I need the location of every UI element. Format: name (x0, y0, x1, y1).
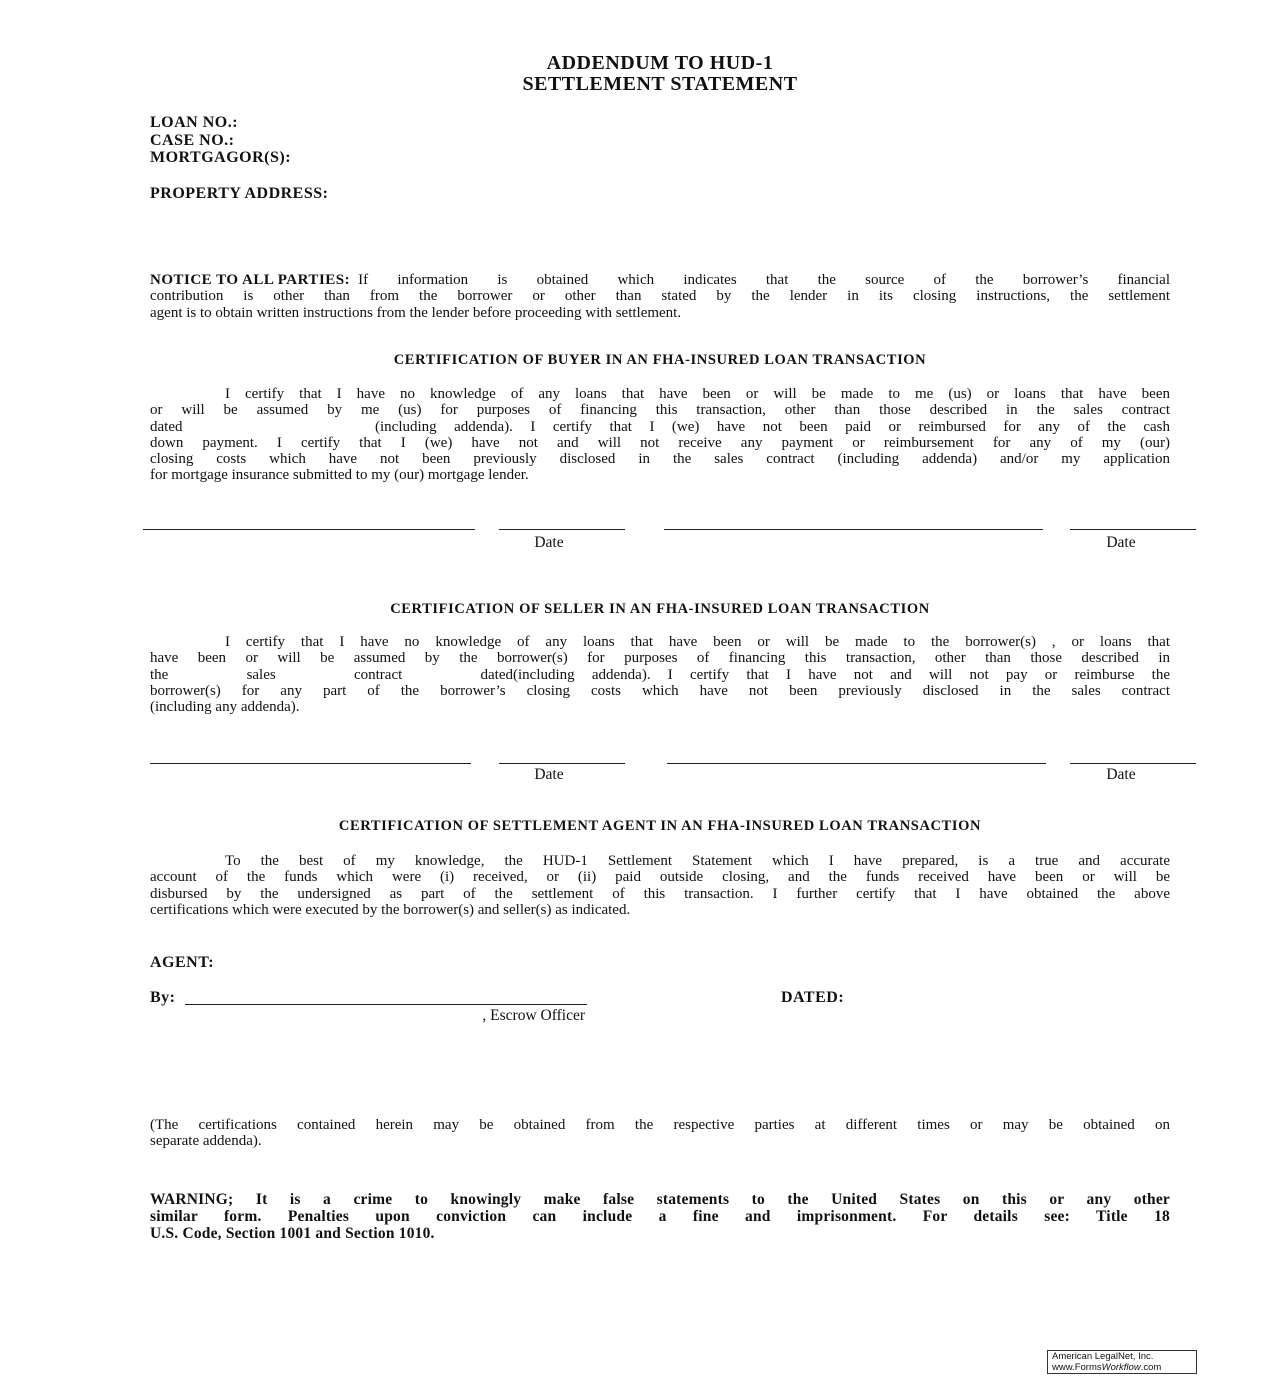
buyer-line: I certify that I have no knowledge of any loans that have been or will be made to me (us) or loans that have been (225, 386, 1170, 402)
warning-line: U.S. Code, Section 1001 and Section 1010. (150, 1225, 435, 1243)
seller-signature-line-1[interactable] (150, 763, 471, 764)
dated-label: DATED: (781, 989, 845, 1006)
buyer-line: or will be assumed by me (us) for purposes of financing this transaction, other than those described in the sales contract (150, 402, 1170, 419)
agent-signature-line[interactable] (185, 1004, 587, 1005)
notice-label: NOTICE TO ALL PARTIES: (150, 272, 351, 288)
agent-label: AGENT: (150, 954, 215, 971)
agent-line: account of the funds which were (i) received, or (ii) paid outside closing, and the funds received have been or will be (150, 869, 1170, 886)
case-no-label: CASE NO.: (150, 132, 235, 149)
seller-dated-label: the sales contract dated (150, 666, 513, 683)
document-title-line1: ADDENDUM TO HUD-1 (546, 52, 774, 74)
logo-text: www.Forms (1052, 1361, 1102, 1373)
date-label: Date (1106, 534, 1136, 551)
agent-cert-heading: CERTIFICATION OF SETTLEMENT AGENT IN AN FHA-INSURED LOAN TRANSACTION (338, 818, 982, 834)
logo-text: Workflow (1101, 1361, 1141, 1373)
agent-line: certifications which were executed by the borrower(s) and seller(s) as indicated. (150, 901, 631, 918)
warning-line: similar form. Penalties upon conviction can include a fine and imprisonment. For details see: Title 18 (150, 1208, 1170, 1226)
logo-text: .com (1140, 1361, 1162, 1373)
agent-cert-paragraph (150, 853, 1170, 918)
date-label: Date (534, 766, 564, 783)
logo-line1: American LegalNet, Inc. (1052, 1351, 1154, 1362)
buyer-dated-label: dated (150, 418, 183, 435)
seller-line: I certify that I have no knowledge of any loans that have been or will be made to the borrower(s) , or loans that (225, 634, 1170, 650)
buyer-line: down payment. I certify that I (we) have not and will not receive any payment or reimbursement for any of my (our) (150, 434, 1170, 451)
buyer-cert-heading: CERTIFICATION OF BUYER IN AN FHA-INSURED LOAN TRANSACTION (393, 352, 927, 368)
american-legalnet-logo (1047, 1350, 1197, 1374)
warning-paragraph (150, 1192, 1170, 1244)
buyer-signature-line-2[interactable] (664, 529, 1043, 530)
mortgagors-label: MORTGAGOR(S): (150, 149, 292, 166)
agent-line: disbursed by the undersigned as part of the settlement of this transaction. I further certify that I have obtained the above (150, 885, 1170, 902)
certifications-note (150, 1117, 1170, 1150)
by-label: By: (150, 989, 176, 1006)
logo-line2 (1052, 1363, 1196, 1374)
seller-cert-paragraph (150, 634, 1170, 715)
property-address-label: PROPERTY ADDRESS: (150, 185, 329, 202)
seller-date-line-2[interactable] (1070, 763, 1196, 764)
notice-line: If information is obtained which indicates that the source of the borrower’s financial (358, 272, 1170, 288)
notice-line: contribution is other than from the borrower or other than stated by the lender in its closing instructions, the settlement (150, 288, 1170, 305)
seller-line: have been or will be assumed by the borrower(s) for purposes of financing this transaction, other than those described in (150, 650, 1170, 667)
buyer-line: (including addenda). I certify that I (we) have not been paid or reimbursed for any of the cash (375, 418, 1170, 435)
document-title-line2: SETTLEMENT STATEMENT (522, 73, 798, 95)
notice-paragraph (150, 272, 1170, 321)
note-line: (The certifications contained herein may be obtained from the respective parties at different times or may be obtained on (150, 1117, 1170, 1133)
seller-line: (including any addenda). (150, 699, 300, 716)
warning-line: WARNING; It is a crime to knowingly make false statements to the United States on this or any other (150, 1191, 1170, 1208)
seller-cert-heading: CERTIFICATION OF SELLER IN AN FHA-INSURED LOAN TRANSACTION (390, 601, 930, 617)
buyer-line: for mortgage insurance submitted to my (our) mortgage lender. (150, 467, 529, 484)
loan-no-label: LOAN NO.: (150, 114, 239, 131)
notice-line: agent is to obtain written instructions from the lender before proceeding with settlement. (150, 304, 682, 321)
seller-date-line-1[interactable] (499, 763, 625, 764)
buyer-cert-paragraph (150, 386, 1170, 484)
buyer-date-line-2[interactable] (1070, 529, 1196, 530)
seller-line: borrower(s) for any part of the borrower’s closing costs which have not been previously disclosed in the sales contract (150, 682, 1170, 699)
seller-line: (including addenda). I certify that I have not and will not pay or reimburse the (513, 666, 1170, 683)
buyer-date-line-1[interactable] (499, 529, 625, 530)
date-label: Date (534, 534, 564, 551)
agent-line: To the best of my knowledge, the HUD-1 Settlement Statement which I have prepared, is a true and accurate (225, 853, 1170, 869)
escrow-officer-label: , Escrow Officer (482, 1007, 585, 1024)
buyer-signature-line-1[interactable] (143, 529, 475, 530)
seller-signature-line-2[interactable] (667, 763, 1046, 764)
buyer-line: closing costs which have not been previously disclosed in the sales contract (including addenda) and/or my application (150, 451, 1170, 468)
note-line: separate addenda). (150, 1133, 262, 1150)
date-label: Date (1106, 766, 1136, 783)
